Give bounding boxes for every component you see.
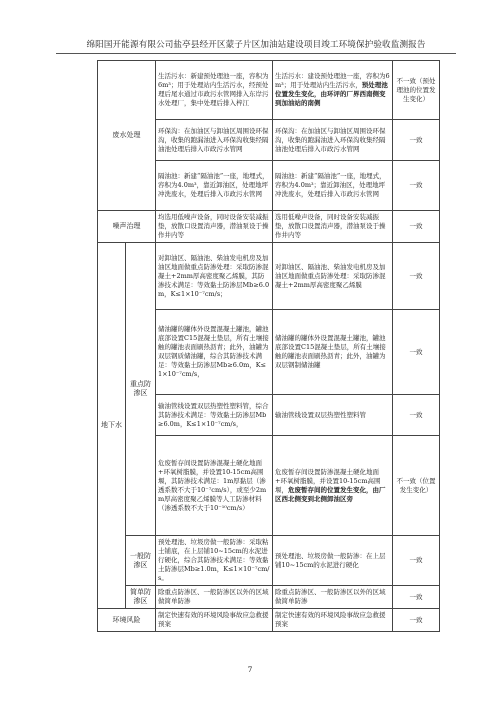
design-cell: 对卸油区、隔油池、柴油发电机房及加油区地面做重点防渗处理：采取防渗混凝土+2mm厚高密度聚乙烯膜，其防渗技术满足：等效黏土防渗层Mb≥6.0m，K≤1×10⁻⁷cm/s； xyxy=(156,243,273,310)
design-cell: 环保沟：在加油区与卸油区周围设环保沟，收集的跑漏油进入环保沟收集经隔油池处理后排入市政污水管网 xyxy=(156,120,273,161)
actual-cell: 隔油池：新建“隔油池”一座，地埋式，容积为4.0m³；靠近卸油区，处理地坪冲洗废水，处理后排入市政污水管网 xyxy=(273,161,393,211)
design-cell: 均选用低噪声设备，同时设备安装减振垫，放散口设置消声器，潜油泵设于操作井内等 xyxy=(156,211,273,243)
actual-cell: 制定快速有效的环境风险事故应急救援预案 xyxy=(273,609,393,632)
actual-cell: 预处理池、垃圾房做一般防渗：在上层铺10~15cm的水泥进行硬化 xyxy=(273,536,393,586)
result-cell: 一致 xyxy=(393,243,440,310)
design-cell: 储油罐的罐体外设置混凝土罐池，罐池底部设置C15混凝土垫层，所有土壤接触的罐池表面刷热沥青；此外，油罐为双层钢质储油罐，综合其防渗技术满足：等效黏土防渗层Mb≥6.0m，K≤1×10⁻⁷cm/s， xyxy=(156,310,273,395)
category-risk: 环境风险 xyxy=(98,609,156,632)
result-cell: 一致 xyxy=(393,120,440,161)
category-noise: 噪声治理 xyxy=(98,211,156,243)
design-cell: 除重点防渗区、一般防渗区以外的区域做简单防渗 xyxy=(156,586,273,609)
result-cell: 一致 xyxy=(393,211,440,243)
page-header: 绵阳国开能源有限公司盐亭县经开区蒙子片区加油站建设项目竣工环境保护验收监测报告 xyxy=(86,40,426,50)
table-row xyxy=(98,61,440,120)
design-cell: 危废暂存间设置防渗混凝土硬化地面+环氧树脂膜，并设置10-15cm高围堰，其防渗技术满足：1m厚黏层（渗透系数不大于10⁻⁷cm/s），或至少2mm厚高密度聚乙烯膜等人工防渗材料（渗透系数不大于10⁻¹⁰cm/s） xyxy=(156,436,273,536)
header-rule xyxy=(56,53,456,54)
design-cell: 隔油池：新建“隔油池”一座，地埋式，容积为4.0m³，靠近卸油区，处理地坪冲洗废水，处理后排入市政污水管网 xyxy=(156,161,273,211)
actual-cell: 储油罐的罐体外设置混凝土罐池，罐池底部设置C15混凝土垫层，所有土壤接触的罐池表面刷热沥青；此外，油罐为双层钢制储油罐 xyxy=(273,310,393,395)
actual-cell: 生活污水：建设预处理池一座，容积为6m³；用于处理站内生活污水，预处理池位置发生变化，由环评的厂界西南侧变到加油站的南侧 xyxy=(273,61,393,120)
zone-key: 重点防渗区 xyxy=(126,243,156,536)
actual-cell: 选用低噪声设备，同时设备安装减振垫，放散口设置消声器，潜油泵设于操作井内等 xyxy=(273,211,393,243)
result-cell: 一致 xyxy=(393,586,440,609)
change-note: 预处理池位置发生变化，由环评的厂界西南侧变到加油站的南侧 xyxy=(275,81,388,107)
table-row xyxy=(98,243,440,310)
table-row xyxy=(98,536,440,586)
change-note: 危废暂存间的位置发生变化，由厂区西北侧变到北侧卸油区旁 xyxy=(275,485,386,503)
acceptance-table xyxy=(97,60,439,632)
actual-cell: 输油管线设置双层热塑性塑料管 xyxy=(273,395,393,436)
result-cell: 一致 xyxy=(393,536,440,586)
design-cell: 生活污水：新建预处理池一座，容积为6m³；用于处理站内生活污水，经预处理后尾水通过市政污水管网排入东岸污水处理厂，集中处理后排入梓江 xyxy=(156,61,273,120)
actual-cell: 环保沟：在加油区与卸油区周围设环保沟，收集的跑漏油进入环保沟收集经隔油池处理后排入市政污水管网 xyxy=(273,120,393,161)
result-cell: 一致 xyxy=(393,161,440,211)
table-row xyxy=(98,211,440,243)
actual-cell: 危废暂存间设置防渗混凝土硬化地面+环氧树脂膜，并设置10-15cm高围堰，危废暂存间的位置发生变化，由厂区西北侧变到北侧卸油区旁 xyxy=(273,436,393,536)
design-cell: 制定快速有效的环境风险事故应急救援预案 xyxy=(156,609,273,632)
category-wastewater: 废水处理 xyxy=(98,61,156,211)
result-cell: 不一致（预处理池的位置发生变化） xyxy=(393,61,440,120)
comparison-table xyxy=(97,60,440,632)
result-cell: 一致 xyxy=(393,609,440,632)
actual-cell: 对卸油区、隔油池、柴油发电机房及加油区地面做重点防渗处理：采取防渗混凝土+2mm厚高密度聚乙烯膜 xyxy=(273,243,393,310)
zone-general: 一般防渗区 xyxy=(126,536,156,586)
design-cell: 预处理池、垃圾房做一般防渗：采取粘土铺底，在上层铺10~15cm的水泥进行硬化，综合其防渗技术满足：等效黏土防渗层Mb≥1.0m，K≤1×10⁻⁷cm/s。 xyxy=(156,536,273,586)
result-cell: 一致 xyxy=(393,310,440,395)
table-row xyxy=(98,609,440,632)
table-row xyxy=(98,586,440,609)
result-cell: 不一致（位置发生变化） xyxy=(393,436,440,536)
result-cell: 一致 xyxy=(393,395,440,436)
category-groundwater: 地下水 xyxy=(98,243,126,609)
zone-simple: 简单防渗区 xyxy=(126,586,156,609)
design-cell: 输油管线设置双层热塑性塑料管，综合其防渗技术满足：等效黏土防渗层Mb≥6.0m，K≤1×10⁻⁷cm/s， xyxy=(156,395,273,436)
actual-cell: 除重点防渗区、一般防渗区以外的区域做简单防渗 xyxy=(273,586,393,609)
page-number: 7 xyxy=(247,665,253,674)
